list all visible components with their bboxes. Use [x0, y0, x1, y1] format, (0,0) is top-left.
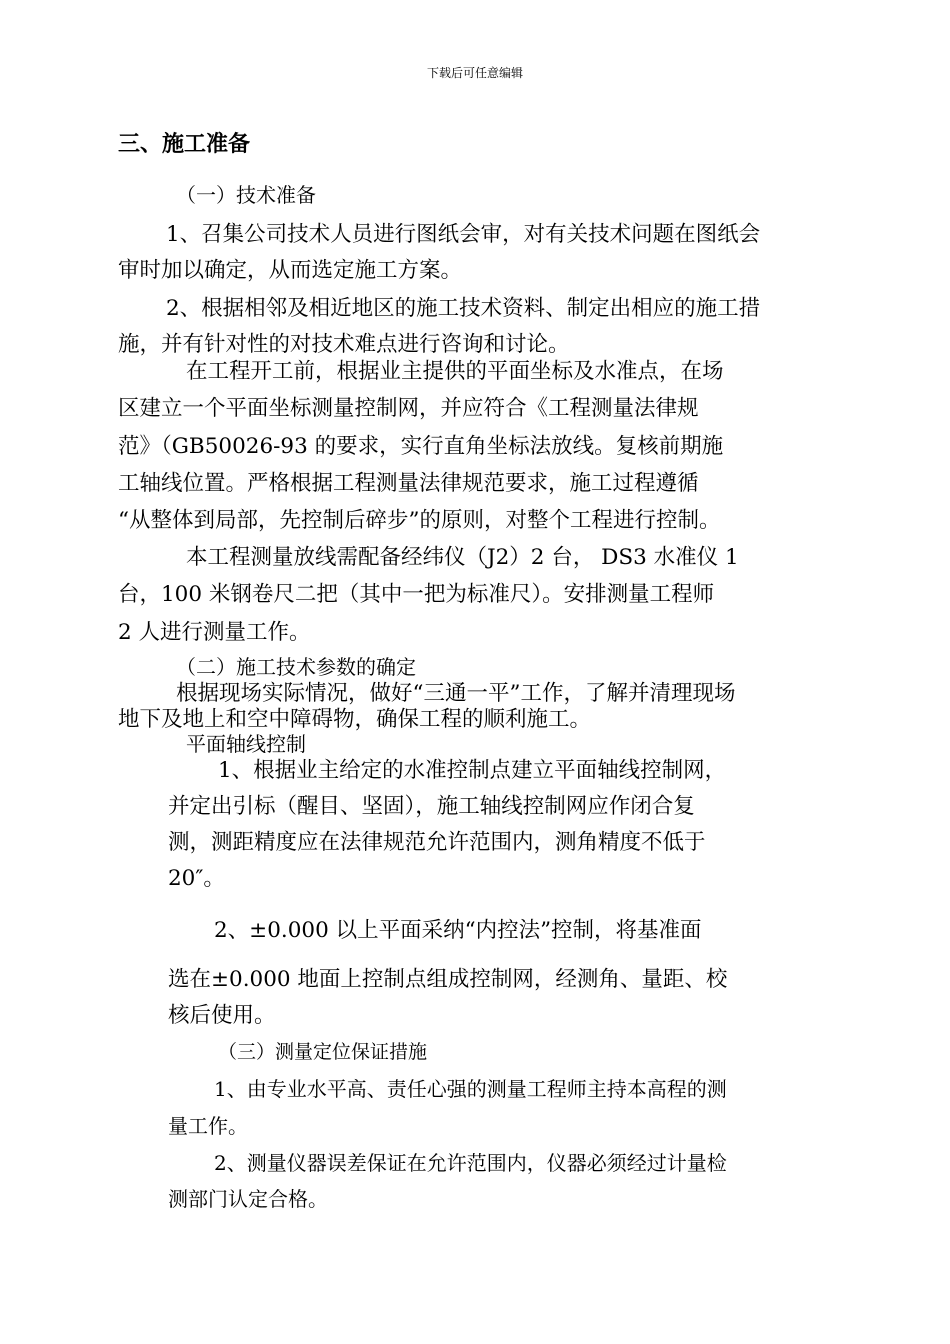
- paragraph-8-line-1: 1、由专业水平高、责任心强的测量工程师主持本高程的测: [214, 1077, 727, 1101]
- paragraph-5-line-2: 地下及地上和空中障碍物，确保工程的顺利施工。: [118, 707, 592, 732]
- paragraph-4-line-1: 本工程测量放线需配备经纬仪（J2）2 台， DS3 水准仪 1: [186, 545, 739, 570]
- subheading-tech-prep: （一）技术准备: [176, 183, 316, 207]
- paragraph-1-line-1: 1、召集公司技术人员进行图纸会审，对有关技术问题在图纸会: [166, 222, 761, 247]
- subheading-axis-control: 平面轴线控制: [186, 732, 306, 756]
- paragraph-6-line-1: 1、根据业主给定的水准控制点建立平面轴线控制网，: [218, 758, 727, 783]
- section-title: 三、施工准备: [118, 132, 251, 157]
- subheading-measurement-assurance: （三）测量定位保证措施: [218, 1041, 428, 1063]
- paragraph-7-line-2: 选在±0.000 地面上控制点组成控制网，经测角、量距、校: [168, 967, 728, 992]
- paragraph-3-line-1: 在工程开工前，根据业主提供的平面坐标及水准点，在场: [186, 359, 724, 384]
- paragraph-2-line-2: 施，并有针对性的对技术难点进行咨询和讨论。: [118, 332, 570, 357]
- paragraph-3-line-5: “从整体到局部，先控制后碎步”的原则，对整个工程进行控制。: [118, 508, 721, 533]
- subheading-tech-params: （二）施工技术参数的确定: [176, 655, 416, 679]
- paragraph-1-line-2: 审时加以确定，从而选定施工方案。: [118, 258, 463, 283]
- paragraph-9-line-1: 2、测量仪器误差保证在允许范围内，仪器必须经过计量检: [214, 1151, 727, 1175]
- paragraph-6-line-3: 测，测距精度应在法律规范允许范围内，测角精度不低于: [168, 830, 706, 855]
- page-header-note: 下载后可任意编辑: [426, 66, 523, 80]
- paragraph-9-line-2: 测部门认定合格。: [168, 1187, 328, 1211]
- paragraph-5-line-1: 根据现场实际情况，做好“三通一平”工作，了解并清理现场: [176, 681, 736, 706]
- paragraph-6-line-4: 20″。: [168, 866, 225, 891]
- paragraph-6-line-2: 并定出引标（醒目、坚固），施工轴线控制网应作闭合复: [168, 794, 695, 819]
- paragraph-3-line-3: 范》（GB50026-93 的要求，实行直角坐标法放线。复核前期施: [118, 434, 724, 459]
- paragraph-7-line-1: 2、±0.000 以上平面采纳“内控法”控制，将基准面: [214, 918, 702, 943]
- paragraph-4-line-3: 2 人进行测量工作。: [118, 620, 311, 645]
- paragraph-2-line-1: 2、根据相邻及相近地区的施工技术资料、制定出相应的施工措: [166, 296, 761, 321]
- paragraph-7-line-3: 核后使用。: [168, 1003, 276, 1028]
- paragraph-3-line-2: 区建立一个平面坐标测量控制网，并应符合《工程测量法律规: [118, 396, 699, 421]
- paragraph-8-line-2: 量工作。: [168, 1114, 248, 1138]
- paragraph-4-line-2: 台，100 米钢卷尺二把（其中一把为标准尺）。安排测量工程师: [118, 582, 715, 607]
- paragraph-3-line-4: 工轴线位置。严格根据工程测量法律规范要求，施工过程遵循: [118, 471, 699, 496]
